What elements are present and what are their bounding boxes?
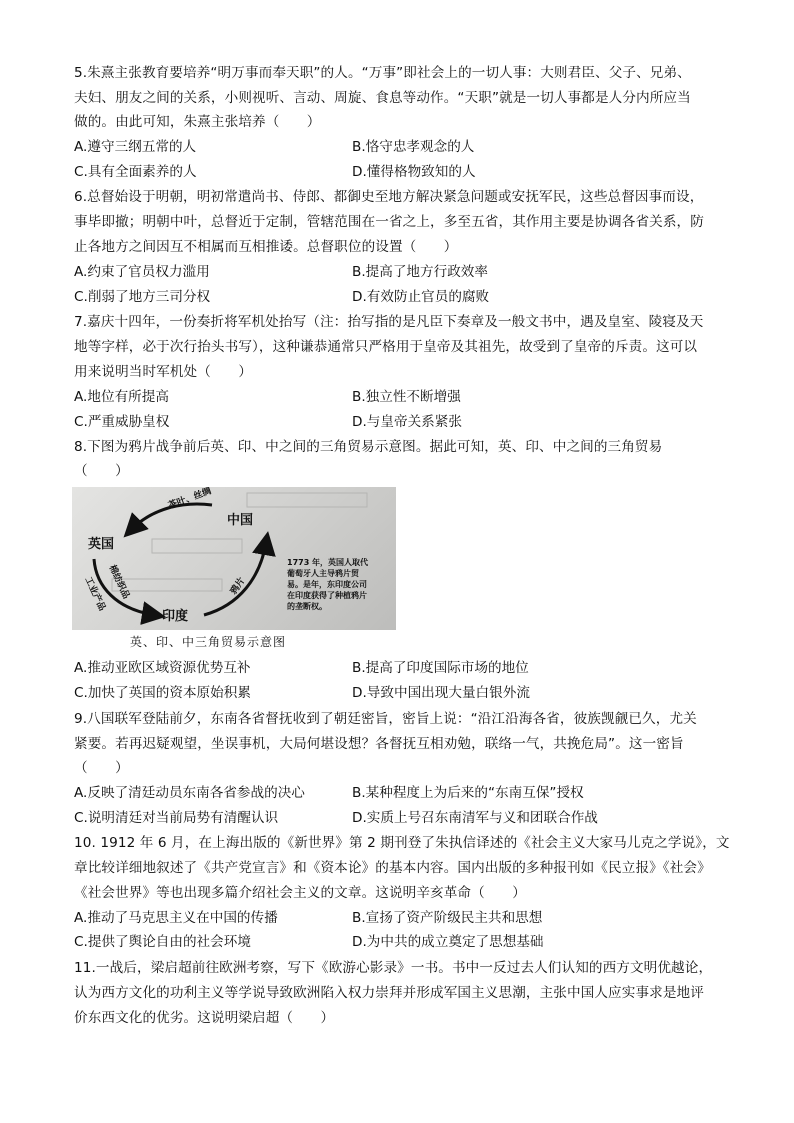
q9-stem-line-2: 紧要。若再迟疑观望，坐误事机，大局何堪设想？各督抚互相劝勉，联络一气，共挽危局”。这一密旨 — [74, 736, 684, 752]
q6-stem-line-3: 止各地方之间因互不相属而互相推诿。总督职位的设置（ ） — [74, 239, 458, 255]
q8-stem-line-2: （ ） — [74, 463, 129, 479]
q9-option-b[interactable]: B.某种程度上为后来的“东南互保”授权 — [352, 785, 584, 801]
triangle-trade-figure — [72, 487, 396, 630]
q5-stem-line-1: 5.朱熹主张教育要培养“明万事而奉天职”的人。“万事”即社会上的一切人事：大则君臣、父子、兄弟、 — [74, 65, 691, 81]
figure-note-line: 葡萄牙人主导鸦片贸 — [287, 569, 359, 578]
q11-stem-line-2: 认为西方文化的功利主义等学说导致欧洲陷入权力崇拜并形成军国主义思潮，主张中国人应实事求是地评 — [74, 985, 704, 1001]
q11-stem-line-3: 价东西文化的优劣。这说明梁启超（ ） — [74, 1010, 335, 1026]
figure-note-line: 1773 年，英国人取代 — [287, 558, 369, 567]
q5-option-a[interactable]: A.遵守三纲五常的人 — [74, 139, 197, 155]
q8-option-c[interactable]: C.加快了英国的资本原始积累 — [74, 685, 251, 701]
label-tea-silk: 茶叶、丝绸 — [167, 487, 213, 512]
q6-option-a[interactable]: A.约束了官员权力滥用 — [74, 264, 210, 280]
q5-option-d[interactable]: D.懂得格物致知的人 — [352, 164, 476, 180]
q9-option-d[interactable]: D.实质上号召东南清军与义和团联合作战 — [352, 810, 598, 826]
q6-stem-line-2: 事毕即撤；明朝中叶，总督近于定制，管辖范围在一省之上，多至五省，其作用主要是协调各省关系，防 — [74, 214, 704, 230]
q5-option-c[interactable]: C.具有全面素养的人 — [74, 164, 197, 180]
q6-option-d[interactable]: D.有效防止官员的腐败 — [352, 289, 490, 305]
label-cotton: 棉纺织品 — [106, 563, 131, 601]
q9-stem-line-3: （ ） — [74, 760, 129, 776]
q8-stem-line-1: 8.下图为鸦片战争前后英、印、中之间的三角贸易示意图。据此可知，英、印、中之间的三角贸易 — [74, 439, 663, 455]
label-britain: 英国 — [88, 537, 115, 552]
q7-option-c[interactable]: C.严重威胁皇权 — [74, 414, 170, 430]
q10-option-b[interactable]: B.宣扬了资产阶级民主共和思想 — [352, 910, 543, 926]
q5-option-b[interactable]: B.恪守忠孝观念的人 — [352, 139, 475, 155]
label-china: 中国 — [227, 513, 254, 528]
q5-stem-line-2: 夫妇、朋友之间的关系，小则视听、言动、周旋、食息等动作。“天职”就是一切人事都是人分内所应当 — [74, 90, 691, 106]
q7-option-a[interactable]: A.地位有所提高 — [74, 389, 169, 405]
figure-note-line: 在印度获得了种植鸦片 — [287, 591, 367, 600]
q9-option-a[interactable]: A.反映了清廷动员东南各省参战的决心 — [74, 785, 305, 801]
q7-option-d[interactable]: D.与皇帝关系紧张 — [352, 414, 462, 430]
figure-note-line: 易。是年，东印度公司 — [287, 580, 367, 589]
q7-stem-line-2: 地等字样，必于次行抬头书写），这种谦恭通常只严格用于皇帝及其祖先，故受到了皇帝的斥责。这可以 — [74, 339, 698, 355]
figure-note — [287, 557, 368, 612]
q10-stem-line-2: 章比较详细地叙述了《共产党宣言》和《资本论》的基本内容。国内出版的多种报刊如《民立报》《社会》 — [74, 860, 711, 876]
figure-caption: 英、印、中三角贸易示意图 — [130, 635, 287, 649]
q6-option-b[interactable]: B.提高了地方行政效率 — [352, 264, 488, 280]
q5-stem-line-3: 做的。由此可知，朱熹主张培养（ ） — [74, 114, 321, 130]
q8-option-a[interactable]: A.推动亚欧区域资源优势互补 — [74, 660, 251, 676]
figure-note-line: 的垄断权。 — [287, 602, 327, 611]
q10-stem-line-3: 《社会世界》等也出现多篇介绍社会主义的文章。这说明辛亥革命（ ） — [74, 885, 526, 901]
label-india: 印度 — [162, 609, 189, 624]
q8-option-d[interactable]: D.导致中国出现大量白银外流 — [352, 685, 530, 701]
q10-stem-line-1: 10. 1912 年 6 月，在上海出版的《新世界》第 2 期刊登了朱执信译述的《社会主义大家马儿克之学说》，文 — [74, 835, 730, 851]
label-industrial: 工业产品 — [82, 575, 107, 613]
label-opium: 鸦片 — [228, 576, 248, 597]
q8-option-b[interactable]: B.提高了印度国际市场的地位 — [352, 660, 529, 676]
q9-option-c[interactable]: C.说明清廷对当前局势有清醒认识 — [74, 810, 279, 826]
q10-option-a[interactable]: A.推动了马克思主义在中国的传播 — [74, 910, 278, 926]
q9-stem-line-1: 9.八国联军登陆前夕，东南各省督抚收到了朝廷密旨，密旨上说：“沿江沿海各省，彼族觊觎已久，尤关 — [74, 711, 697, 727]
q11-stem-line-1: 11.一战后，梁启超前往欧洲考察，写下《欧游心影录》一书。书中一反过去人们认知的西方文明优越论， — [74, 960, 713, 976]
q7-stem-line-1: 7.嘉庆十四年，一份奏折将军机处抬写（注：抬写指的是凡臣下奏章及一般文书中，遇及皇室、陵寝及天 — [74, 314, 704, 330]
q6-stem-line-1: 6.总督始设于明朝，明初常遣尚书、侍郎、都御史至地方解决紧急问题或安抚军民，这些总督因事而设， — [74, 189, 704, 205]
q10-option-c[interactable]: C.提供了舆论自由的社会环境 — [74, 934, 251, 950]
q10-option-d[interactable]: D.为中共的成立奠定了思想基础 — [352, 934, 544, 950]
q7-stem-line-3: 用来说明当时军机处（ ） — [74, 364, 253, 380]
q7-option-b[interactable]: B.独立性不断增强 — [352, 389, 461, 405]
q6-option-c[interactable]: C.削弱了地方三司分权 — [74, 289, 211, 305]
